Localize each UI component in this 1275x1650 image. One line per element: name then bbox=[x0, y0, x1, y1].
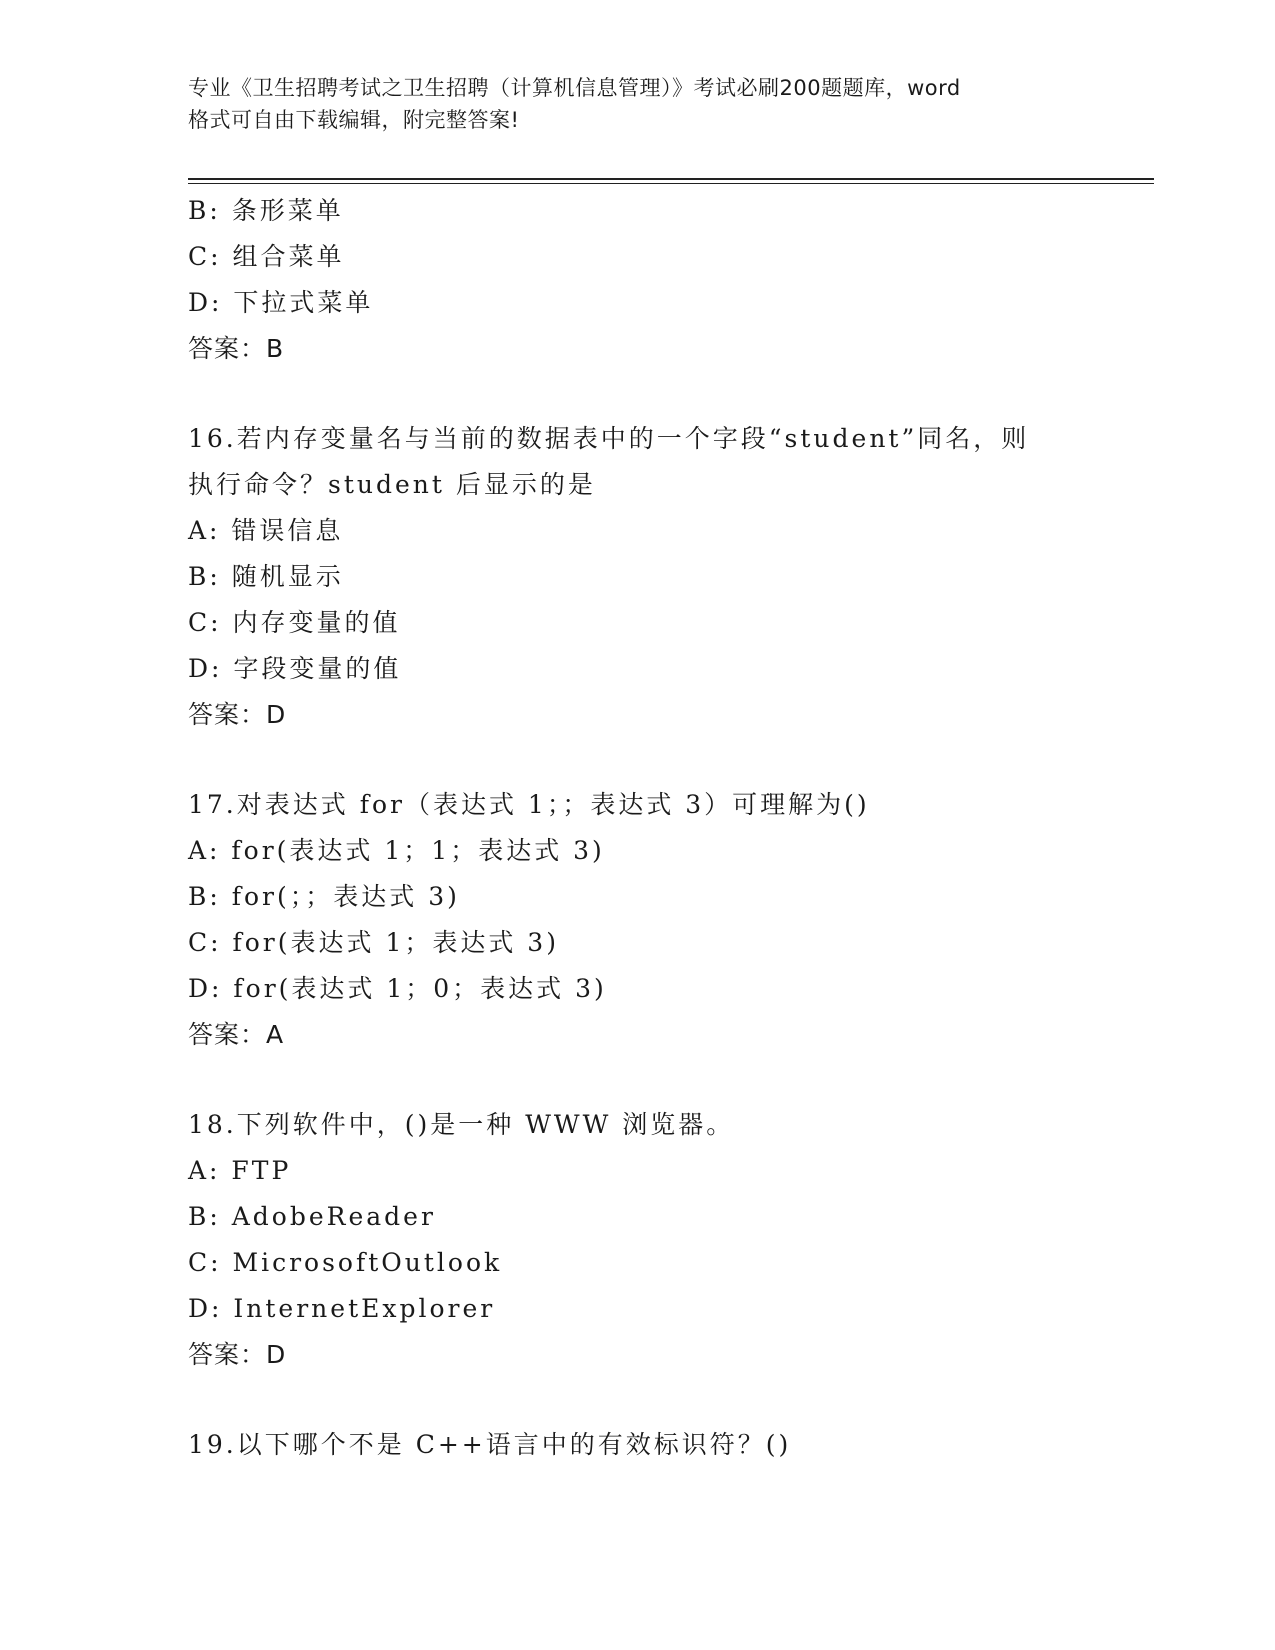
option-d: D: 下拉式菜单 bbox=[188, 288, 374, 317]
option-a: A: for(表达式 1；1；表达式 3) bbox=[188, 836, 605, 865]
spacer bbox=[188, 1378, 1154, 1422]
option-a: A: 错误信息 bbox=[188, 516, 344, 545]
question-stem: 18.下列软件中，()是一种 WWW 浏览器。 bbox=[188, 1110, 735, 1139]
spacer bbox=[188, 372, 1154, 416]
answer: 答案：D bbox=[188, 700, 287, 729]
header-line-2: 格式可自由下载编辑，附完整答案! bbox=[188, 108, 520, 132]
header-divider-bottom bbox=[188, 183, 1154, 184]
question-19 bbox=[188, 1422, 1154, 1468]
spacer bbox=[188, 1058, 1154, 1102]
option-a: A: FTP bbox=[188, 1156, 292, 1185]
question-17 bbox=[188, 782, 1154, 1058]
question-stem: 16.若内存变量名与当前的数据表中的一个字段“student”同名，则 bbox=[188, 424, 1030, 453]
option-b: B: 随机显示 bbox=[188, 562, 344, 591]
option-c: C: 组合菜单 bbox=[188, 242, 345, 271]
page-header bbox=[188, 72, 1088, 136]
option-c: C: 内存变量的值 bbox=[188, 608, 401, 637]
question-16 bbox=[188, 416, 1154, 738]
option-c: C: MicrosoftOutlook bbox=[188, 1248, 503, 1277]
question-stem: 17.对表达式 for（表达式 1；；表达式 3）可理解为() bbox=[188, 790, 870, 819]
spacer bbox=[188, 738, 1154, 782]
question-18 bbox=[188, 1102, 1154, 1378]
option-d: D: for(表达式 1；0；表达式 3) bbox=[188, 974, 607, 1003]
header-divider-top bbox=[188, 178, 1154, 180]
answer: 答案：B bbox=[188, 334, 285, 363]
option-d: D: InternetExplorer bbox=[188, 1294, 496, 1323]
question-15-continued bbox=[188, 188, 1154, 372]
option-c: C: for(表达式 1；表达式 3) bbox=[188, 928, 559, 957]
document-body bbox=[188, 188, 1154, 1468]
option-b: B: 条形菜单 bbox=[188, 196, 344, 225]
answer: 答案：D bbox=[188, 1340, 287, 1369]
answer: 答案：A bbox=[188, 1020, 285, 1049]
question-stem: 执行命令？student 后显示的是 bbox=[188, 470, 596, 499]
option-d: D: 字段变量的值 bbox=[188, 654, 402, 683]
question-stem: 19.以下哪个不是 C++语言中的有效标识符？() bbox=[188, 1430, 792, 1459]
option-b: B: for(；；表达式 3) bbox=[188, 882, 460, 911]
header-line-1: 专业《卫生招聘考试之卫生招聘（计算机信息管理）》考试必刷200题题库，word bbox=[188, 76, 961, 100]
option-b: B: AdobeReader bbox=[188, 1202, 436, 1231]
